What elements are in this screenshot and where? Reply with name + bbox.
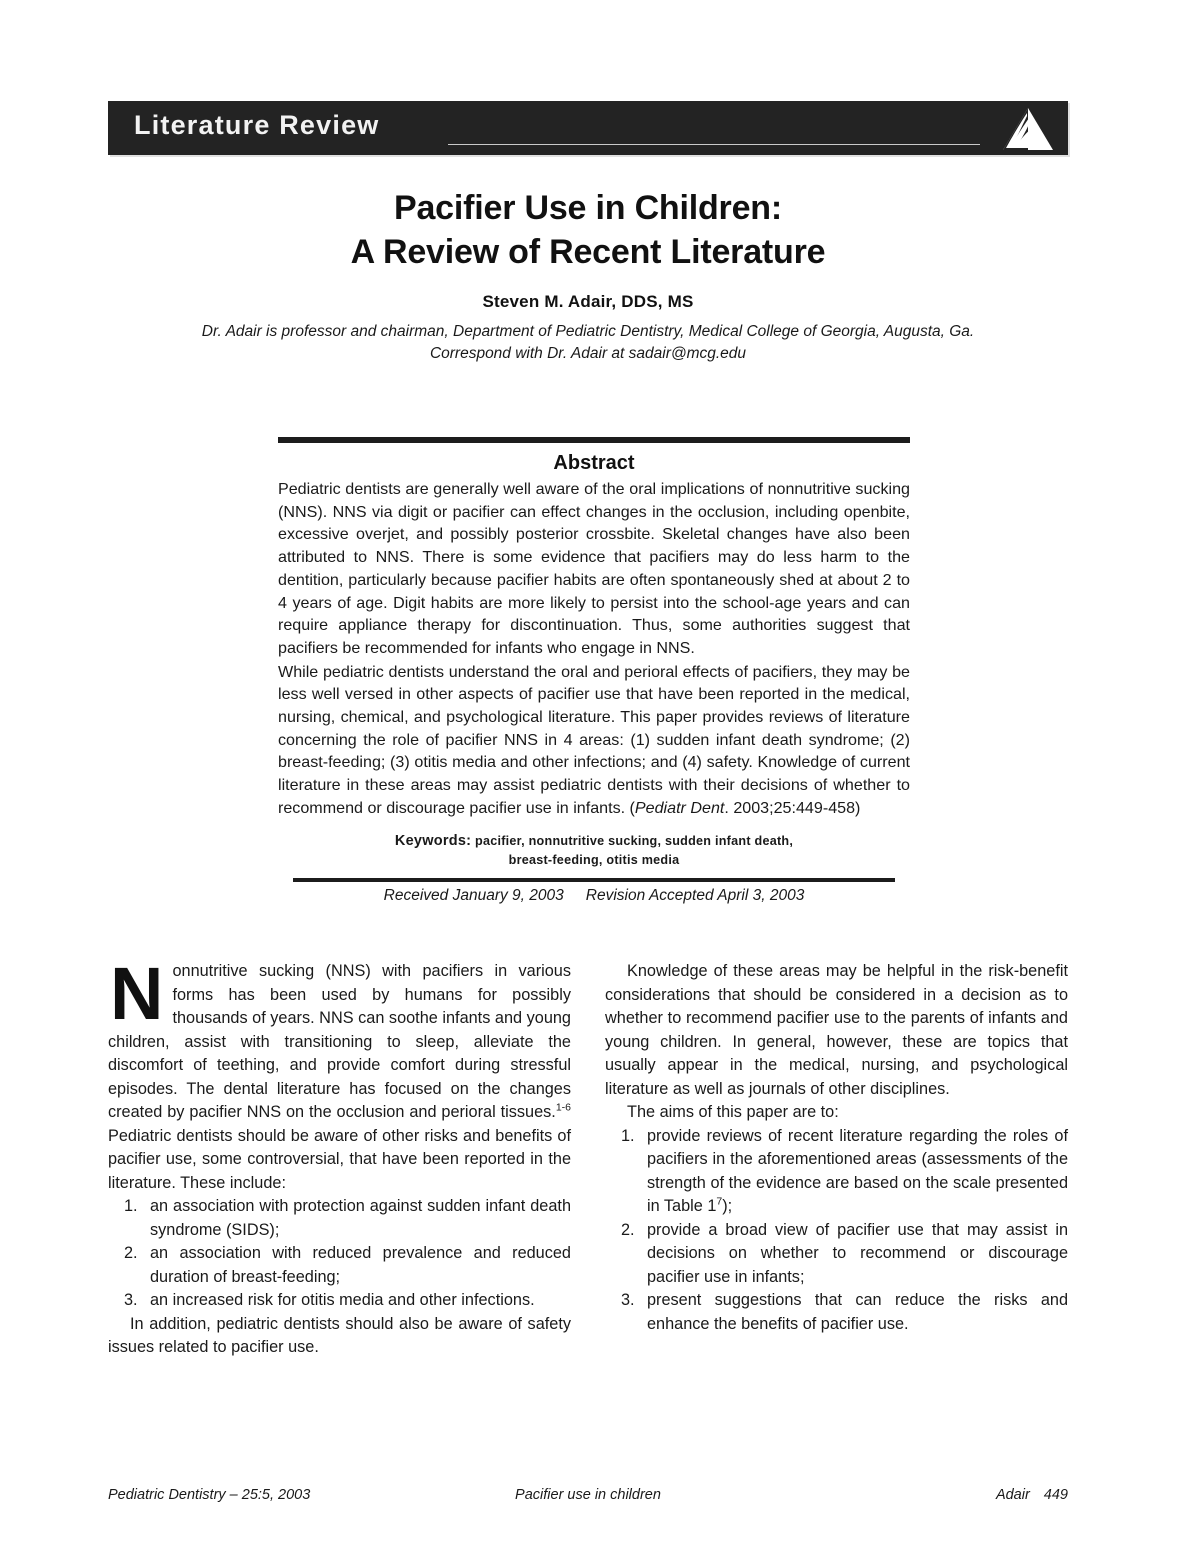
list-item xyxy=(108,1195,571,1242)
abstract-section xyxy=(278,437,910,905)
intro-paragraph xyxy=(108,952,571,1195)
abstract-paragraph-1: Pediatric dentists are generally well aware of the oral implications of nonnutritive sucking (NNS). NNS via digit or pacifier can effect changes in the occlusion, including openbite, excessive overjet, and possibly posterior crossbite. Skeletal changes have also been attributed to NNS. There is some evidence that pacifiers may do less harm to the dentition, particularly because pacifier habits are often spontaneously shed at about 2 to 4 years of age. Digit habits are more likely to persist into the school-age years and can require appliance therapy for discontinuation. Thus, some authorities suggest that pacifiers be recommended for infants who engage in NNS. xyxy=(278,480,910,657)
abstract-heading: Abstract xyxy=(553,452,635,474)
page-number: 449 xyxy=(1043,1487,1068,1503)
intro-paragraph-tail: Pediatric dentists should be aware of other risks and benefits of pacifier use, some controversial, that have been reported in the literature. These include: xyxy=(108,1126,571,1192)
abstract-paragraph-2 xyxy=(278,661,910,820)
aapd-triangle-wave-logo xyxy=(1000,105,1056,153)
intro-paragraph-text: onnutritive sucking (NNS) with pacifiers in various forms has been used by humans for possibly thousands of years. NNS can soothe infants and young children, assist with transitioning to sleep, alleviate the discomfort of teething, and provide comfort during stressful episodes. The dental literature has focused on the changes created by pacifier NNS on the occlusion and perioral tissues. xyxy=(108,962,571,1121)
article-title-line-1: Pacifier Use in Children: xyxy=(394,189,782,227)
list-item-number: 3. xyxy=(124,1291,138,1309)
keywords-block xyxy=(278,832,910,870)
list-item-number: 2. xyxy=(124,1244,138,1262)
abstract-journal-citation: Pediatr Dent xyxy=(634,798,725,817)
left-numbered-list xyxy=(108,1195,571,1313)
list-item xyxy=(108,1289,571,1313)
body-column-left xyxy=(108,952,571,1360)
author-correspondence: Correspond with Dr. Adair at sadair@mcg.edu xyxy=(429,345,747,362)
received-dates-line xyxy=(278,887,910,905)
abstract-top-rule xyxy=(278,437,910,443)
list-item xyxy=(108,1242,571,1289)
list-item-text: an association with protection against sudden infant death syndrome (SIDS); xyxy=(150,1197,571,1239)
list-item-number: 2. xyxy=(621,1220,635,1239)
header-underline-rule xyxy=(448,144,980,145)
abstract-bottom-rule xyxy=(293,878,895,882)
footer-journal-info: Pediatric Dentistry – 25:5, 2003 xyxy=(108,1487,311,1503)
footer-author-page xyxy=(996,1487,1068,1503)
section-header-bar xyxy=(108,101,1068,155)
article-body xyxy=(108,952,1068,1380)
list-item-text: provide reviews of recent literature regarding the roles of pacifiers in the aforementioned areas (assessments of the strength of the evidence are based on the scale presented in Table 1 xyxy=(647,1126,1068,1215)
aims-lead-in: The aims of this paper are to: xyxy=(627,1103,839,1121)
author-affiliation: Dr. Adair is professor and chairman, Department of Pediatric Dentistry, Medical College of Georgia, Augusta, Ga. xyxy=(201,323,975,340)
abstract-paragraph-2-text-a: While pediatric dentists understand the oral and perioral effects of pacifiers, they may be less well versed in other aspects of pacifier use that have been reported in the medical, nursing, chemical, and psychological literature. This paper provides reviews of literature concerning the role of pacifier NNS in 4 areas: (1) sudden infant death syndrome; (2) breast-feeding; (3) otitis media and other infections; and (4) safety. Knowledge of current literature in these areas may assist pediatric dentists with their decisions of whether to recommend or discourage pacifier use in infants. ( xyxy=(278,662,910,817)
list-item-number: 1. xyxy=(621,1126,635,1145)
keywords-line-2: breast-feeding, otitis media xyxy=(508,852,680,867)
list-item-text: present suggestions that can reduce the risks and enhance the benefits of pacifier use. xyxy=(647,1291,1068,1333)
list-item-number: 3. xyxy=(621,1291,635,1309)
list-item xyxy=(605,1125,1068,1219)
footer-author: Adair xyxy=(995,1487,1030,1503)
section-label: Literature Review xyxy=(134,110,380,140)
list-item-text: an association with reduced prevalence and reduced duration of breast-feeding; xyxy=(150,1244,571,1286)
body-column-right xyxy=(605,960,1068,1336)
abstract-paragraph-2-text-b: . 2003;25:449-458) xyxy=(724,798,861,817)
article-title-line-2: A Review of Recent Literature xyxy=(350,233,826,271)
right-numbered-list xyxy=(605,1125,1068,1337)
reference-superscript-1-6: 1-6 xyxy=(555,1101,571,1114)
left-closing-paragraph: In addition, pediatric dentists should also be aware of safety issues related to pacifier use. xyxy=(108,1314,571,1356)
list-item xyxy=(605,1219,1068,1290)
list-item-text: provide a broad view of pacifier use that may assist in decisions on whether to recommend or discourage pacifier use in infants; xyxy=(647,1220,1068,1286)
list-item-number: 1. xyxy=(124,1197,138,1215)
list-item-text-tail: ); xyxy=(722,1197,733,1215)
list-item-text: an increased risk for otitis media and other infections. xyxy=(150,1291,535,1309)
author-name: Steven M. Adair, DDS, MS xyxy=(482,292,694,311)
article-title-block xyxy=(108,186,1068,365)
keywords-line-1: pacifier, nonnutritive sucking, sudden infant death, xyxy=(475,833,794,848)
drop-cap: N xyxy=(110,952,164,1035)
right-paragraph-1: Knowledge of these areas may be helpful in the risk-benefit considerations that should be considered in a decision as to whether to recommend pacifier use to the parents of infants and young children. In general, however, these are topics that usually appear in the medical, nursing, and psychological literature as well as journals of other disciplines. xyxy=(605,962,1068,1098)
keywords-label: Keywords: xyxy=(394,832,472,849)
page-footer xyxy=(108,1487,1068,1509)
list-item xyxy=(605,1289,1068,1336)
footer-running-title: Pacifier use in children xyxy=(515,1487,661,1503)
reference-superscript-7: 7 xyxy=(716,1195,723,1208)
revision-accepted-date: Revision Accepted April 3, 2003 xyxy=(585,886,805,904)
received-date: Received January 9, 2003 xyxy=(383,886,564,904)
